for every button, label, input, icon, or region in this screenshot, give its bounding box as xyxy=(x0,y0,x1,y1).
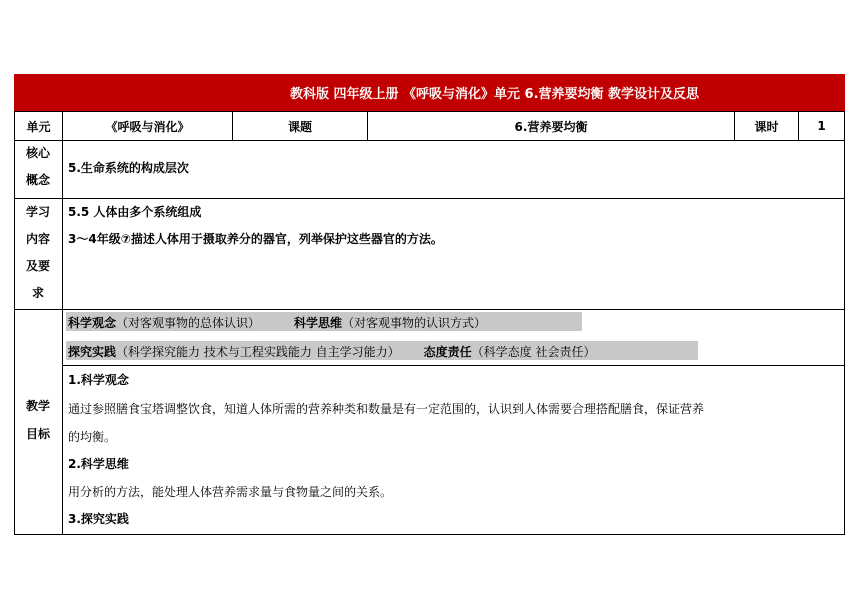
learning-line-1: 5.5 人体由多个系统组成 xyxy=(68,205,202,219)
goal-section-3-title: 3.探究实践 xyxy=(68,512,129,526)
table-border-right xyxy=(844,111,845,535)
goal-section-2-line-1: 用分析的方法，能处理人体营养需求量与食物量之间的关系。 xyxy=(68,485,393,499)
unit-value: 《呼吸与消化》 xyxy=(105,119,190,134)
row-divider xyxy=(62,365,845,366)
topic-value: 6.营养要均衡 xyxy=(514,119,588,134)
document-title-banner xyxy=(14,74,845,111)
learning-line-2: 3～4年级⑦描述人体用于摄取养分的器官，列举保护这些器官的方法。 xyxy=(68,232,443,246)
hours-value: 1 xyxy=(817,119,826,133)
learning-label-2: 内容 xyxy=(25,232,50,246)
table-border-left xyxy=(14,111,15,535)
unit-label: 单元 xyxy=(26,119,51,134)
literacy-thinking-desc: （对客观事物的认识方式） xyxy=(342,316,487,330)
row-divider xyxy=(14,198,845,199)
core-concept-text: 5.生命系统的构成层次 xyxy=(68,161,189,175)
row-divider xyxy=(14,309,845,310)
literacy-thinking-title: 科学思维 xyxy=(294,316,343,330)
topic-label: 课题 xyxy=(287,119,312,134)
literacy-attitude-title: 态度责任 xyxy=(423,345,472,359)
document-title: 教科版 四年级上册 《呼吸与消化》单元 6.营养要均衡 教学设计及反思 xyxy=(289,87,700,102)
core-concept-label-1: 核心 xyxy=(25,146,50,160)
core-concept-label-2: 概念 xyxy=(25,173,50,187)
goal-section-1-line-2: 的均衡。 xyxy=(68,430,117,444)
literacy-line-2 xyxy=(68,343,596,360)
literacy-line-1 xyxy=(68,314,486,331)
goal-section-1-title: 1.科学观念 xyxy=(68,373,129,387)
goal-section-2-title: 2.科学思维 xyxy=(68,457,129,471)
literacy-concept-title: 科学观念 xyxy=(68,316,117,330)
row-divider xyxy=(14,140,845,141)
learning-label-4: 求 xyxy=(31,286,44,300)
literacy-attitude-desc: （科学态度 社会责任） xyxy=(471,345,596,359)
literacy-practice-desc: （科学探究能力 技术与工程实践能力 自主学习能力） xyxy=(116,345,400,359)
learning-label-1: 学习 xyxy=(25,205,50,219)
literacy-concept-desc: （对客观事物的总体认识） xyxy=(116,316,261,330)
table-border-bottom xyxy=(14,534,845,535)
hours-label: 课时 xyxy=(754,119,779,134)
literacy-practice-title: 探究实践 xyxy=(68,345,117,359)
learning-label-3: 及要 xyxy=(25,259,50,273)
goals-label-1: 教学 xyxy=(25,399,50,413)
goal-section-1-line-1: 通过参照膳食宝塔调整饮食，知道人体所需的营养种类和数量是有一定范围的，认识到人体需要合理搭配膳食，保证营养 xyxy=(68,402,705,416)
goals-label-2: 目标 xyxy=(25,427,50,441)
col-divider xyxy=(62,111,63,535)
